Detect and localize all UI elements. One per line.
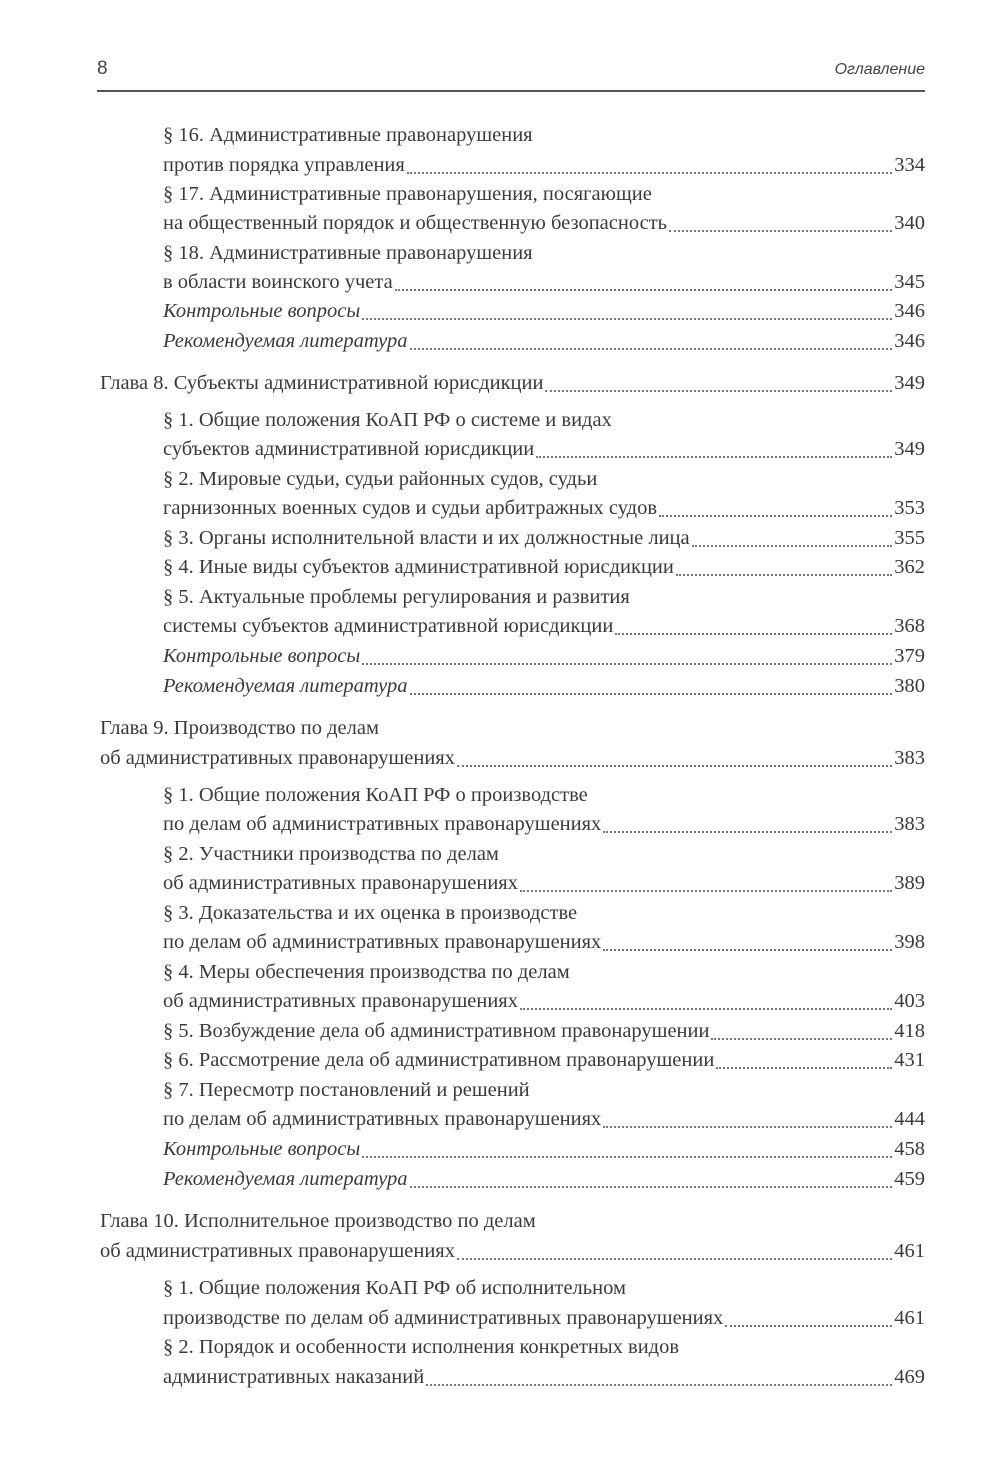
toc-entry-line bbox=[163, 179, 652, 209]
toc-page-number: 340 bbox=[894, 212, 925, 234]
toc-entry-text: § 7. Пересмотр постановлений и решений bbox=[163, 1079, 530, 1101]
toc-page-number: 469 bbox=[894, 1366, 925, 1388]
toc-page-number: 346 bbox=[894, 300, 925, 322]
page-number: 8 bbox=[97, 58, 108, 79]
toc-entry-text: Рекомендуемая литература bbox=[163, 330, 408, 352]
page-header bbox=[97, 58, 925, 92]
toc-entry-text: на общественный порядок и общественную безопасность bbox=[163, 212, 668, 234]
running-title: Оглавление bbox=[834, 61, 925, 78]
toc-entry-line bbox=[163, 208, 925, 238]
dot-leader bbox=[520, 1007, 892, 1010]
toc-entry-line bbox=[163, 1104, 925, 1134]
toc-entry-text: по делам об административных правонарушениях bbox=[163, 813, 602, 835]
toc-entry-line bbox=[163, 1332, 679, 1362]
dot-leader bbox=[457, 764, 892, 767]
dot-leader bbox=[410, 1185, 893, 1188]
toc-entry-line bbox=[163, 868, 925, 898]
dot-leader bbox=[362, 1155, 892, 1158]
toc-entry-line bbox=[163, 120, 533, 150]
toc-chapter-line bbox=[100, 743, 925, 773]
toc-page-number: 380 bbox=[894, 675, 925, 697]
toc-entry-text: § 3. Органы исполнительной власти и их должностные лица bbox=[163, 527, 690, 549]
dot-leader bbox=[603, 1125, 892, 1128]
toc-entry-text: производстве по делам об административных правонарушениях bbox=[163, 1307, 724, 1329]
toc-page-number: 349 bbox=[894, 438, 925, 460]
dot-leader bbox=[676, 573, 892, 576]
toc-entry-text: по делам об административных правонарушениях bbox=[163, 931, 602, 953]
toc-entry-line bbox=[163, 1075, 530, 1105]
toc-entry-line bbox=[163, 1362, 925, 1392]
toc-entry-line bbox=[163, 839, 499, 869]
toc-page-number: 345 bbox=[894, 271, 925, 293]
toc-page-number: 398 bbox=[894, 931, 925, 953]
dot-leader bbox=[725, 1324, 892, 1327]
toc-page-number: 355 bbox=[894, 527, 925, 549]
toc-entry-line bbox=[163, 1273, 626, 1303]
toc-entry-line bbox=[163, 780, 588, 810]
dot-leader bbox=[457, 1257, 892, 1260]
toc-entry-text: гарнизонных военных судов и судьи арбитражных судов bbox=[163, 497, 658, 519]
dot-leader bbox=[536, 455, 892, 458]
dot-leader bbox=[362, 317, 892, 320]
toc-chapter-line bbox=[100, 1236, 925, 1266]
toc-entry-text: в области воинского учета bbox=[163, 271, 393, 293]
toc-entry-text: Рекомендуемая литература bbox=[163, 1168, 408, 1190]
toc-entry-line bbox=[163, 611, 925, 641]
toc-entry-text: против порядка управления bbox=[163, 154, 405, 176]
toc-entry-line bbox=[163, 1016, 925, 1046]
toc-entry-text: Контрольные вопросы bbox=[163, 300, 361, 322]
toc-entry-text: по делам об административных правонарушениях bbox=[163, 1108, 602, 1130]
toc-entry-line bbox=[163, 809, 925, 839]
toc-page-number: 459 bbox=[894, 1168, 925, 1190]
dot-leader bbox=[395, 288, 893, 291]
toc-entry-text: § 18. Административные правонарушения bbox=[163, 242, 533, 264]
dot-leader bbox=[362, 662, 892, 665]
toc-page-number: 334 bbox=[894, 154, 925, 176]
toc-page-number: 368 bbox=[894, 615, 925, 637]
toc-entry-text: Глава 8. Субъекты административной юрисдикции bbox=[100, 372, 544, 394]
toc-entry-line bbox=[163, 267, 925, 297]
toc-entry-line bbox=[163, 296, 925, 326]
toc-entry-text: субъектов административной юрисдикции bbox=[163, 438, 535, 460]
toc-entry-line bbox=[163, 523, 925, 553]
toc-entry-text: § 5. Возбуждение дела об административном правонарушении bbox=[163, 1020, 710, 1042]
toc-entry-line bbox=[163, 927, 925, 957]
toc-page-number: 431 bbox=[894, 1049, 925, 1071]
toc-entry-line bbox=[163, 671, 925, 701]
dot-leader bbox=[659, 514, 892, 517]
dot-leader bbox=[545, 389, 892, 392]
toc-entry-text: административных наказаний bbox=[163, 1366, 425, 1388]
toc-entry-text: об административных правонарушениях bbox=[100, 747, 455, 769]
toc-page-number: 362 bbox=[894, 556, 925, 578]
toc-entry-text: об административных правонарушениях bbox=[163, 872, 518, 894]
toc-entry-text: § 1. Общие положения КоАП РФ о производстве bbox=[163, 784, 588, 806]
toc-entry-text: § 4. Меры обеспечения производства по делам bbox=[163, 961, 570, 983]
toc-entry-line bbox=[163, 1134, 925, 1164]
toc-entry-line bbox=[163, 898, 577, 928]
toc-entry-text: § 1. Общие положения КоАП РФ о системе и видах bbox=[163, 409, 612, 431]
dot-leader bbox=[603, 830, 892, 833]
toc-page-number: 444 bbox=[894, 1108, 925, 1130]
toc-entry-line bbox=[163, 641, 925, 671]
toc-entry-text: § 16. Административные правонарушения bbox=[163, 124, 533, 146]
toc-entry-text: § 4. Иные виды субъектов административной юрисдикции bbox=[163, 556, 674, 578]
toc-entry-line bbox=[163, 326, 925, 356]
toc-entry-text: § 3. Доказательства и их оценка в производстве bbox=[163, 902, 578, 924]
toc-entry-text: Глава 9. Производство по делам bbox=[100, 717, 379, 739]
dot-leader bbox=[426, 1383, 892, 1386]
toc-chapter-line bbox=[100, 1206, 536, 1236]
toc-page-number: 353 bbox=[894, 497, 925, 519]
dot-leader bbox=[711, 1037, 892, 1040]
toc-entry-text: § 2. Мировые судьи, судьи районных судов, судьи bbox=[163, 468, 598, 490]
toc-entry-line bbox=[163, 493, 925, 523]
toc-entry-text: Рекомендуемая литература bbox=[163, 675, 408, 697]
toc-page-number: 458 bbox=[894, 1138, 925, 1160]
toc-entry-line bbox=[163, 957, 570, 987]
toc-entry-line bbox=[163, 150, 925, 180]
dot-leader bbox=[603, 948, 892, 951]
toc-page-number: 346 bbox=[894, 330, 925, 352]
toc-entry-text: системы субъектов административной юрисдикции bbox=[163, 615, 614, 637]
toc-page-number: 383 bbox=[894, 813, 925, 835]
toc-chapter-line bbox=[100, 713, 379, 743]
toc-entry-text: Глава 10. Исполнительное производство по делам bbox=[100, 1210, 536, 1232]
toc-entry-line bbox=[163, 552, 925, 582]
toc-entry-line bbox=[163, 1303, 925, 1333]
dot-leader bbox=[669, 229, 892, 232]
toc-entry-line bbox=[163, 986, 925, 1016]
toc-entry-line bbox=[163, 238, 533, 268]
toc-entry-text: § 2. Порядок и особенности исполнения конкретных видов bbox=[163, 1336, 680, 1358]
toc-page-number: 461 bbox=[894, 1240, 925, 1262]
toc-entry-line bbox=[163, 1164, 925, 1194]
dot-leader bbox=[410, 692, 893, 695]
toc-page-number: 403 bbox=[894, 990, 925, 1012]
toc-entry-text: Контрольные вопросы bbox=[163, 1138, 361, 1160]
toc-entry-line bbox=[163, 582, 630, 612]
toc-entry-text: об административных правонарушениях bbox=[163, 990, 518, 1012]
toc-entry-text: Контрольные вопросы bbox=[163, 645, 361, 667]
dot-leader bbox=[407, 171, 892, 174]
toc-entry-text: § 5. Актуальные проблемы регулирования и развития bbox=[163, 586, 630, 608]
dot-leader bbox=[410, 347, 893, 350]
dot-leader bbox=[716, 1066, 892, 1069]
toc-entry-text: § 1. Общие положения КоАП РФ об исполнительном bbox=[163, 1277, 626, 1299]
toc-page-number: 418 bbox=[894, 1020, 925, 1042]
toc-entry-line bbox=[163, 1045, 925, 1075]
dot-leader bbox=[692, 544, 893, 547]
toc-entry-text: § 17. Административные правонарушения, посягающие bbox=[163, 183, 652, 205]
toc-page-number: 389 bbox=[894, 872, 925, 894]
toc-page-number: 461 bbox=[894, 1307, 925, 1329]
dot-leader bbox=[615, 632, 892, 635]
toc-entry-text: § 2. Участники производства по делам bbox=[163, 843, 499, 865]
toc-chapter-line bbox=[100, 368, 925, 398]
toc-entry-text: § 6. Рассмотрение дела об административном правонарушении bbox=[163, 1049, 715, 1071]
dot-leader bbox=[520, 889, 892, 892]
toc-page-number: 349 bbox=[894, 372, 925, 394]
toc-entry-line bbox=[163, 464, 597, 494]
toc-entry-line bbox=[163, 434, 925, 464]
toc-page-number: 383 bbox=[894, 747, 925, 769]
toc-entry-text: об административных правонарушениях bbox=[100, 1240, 455, 1262]
toc-page-number: 379 bbox=[894, 645, 925, 667]
toc-entry-line bbox=[163, 405, 612, 435]
